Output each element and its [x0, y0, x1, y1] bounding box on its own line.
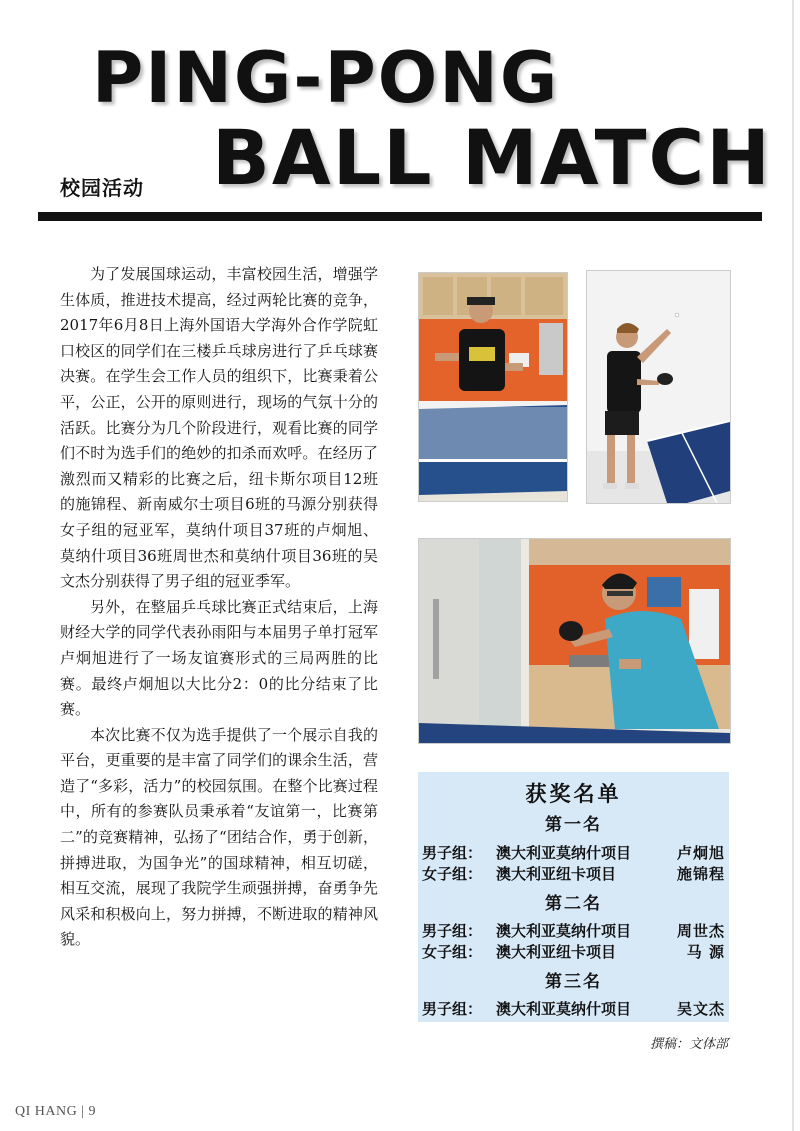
page-edge-line — [792, 0, 794, 1131]
author-credit: 撰稿：文体部 — [650, 1037, 729, 1052]
photo-player-black-shirt — [418, 272, 568, 502]
group-label: 女子组： — [422, 943, 483, 961]
second-place-label: 第二名 — [545, 894, 602, 914]
group-label: 男子组： — [422, 922, 483, 940]
first-place-label: 第一名 — [545, 815, 602, 835]
article-paragraph-1: 为了发展国球运动，丰富校园生活，增强学生体质，推进技术提高，经过两轮比赛的竞争，2017年6月8日上海外国语大学海外合作学院虹口校区的同学们在三楼乒乓球房进行了乒乓球赛决赛。在学生会工作人员的组织下，比赛秉着公平，公正，公开的原则进行，现场的气氛十分的活跃。比赛分为几个阶段进行，观看比赛的同学们不时为选手们的绝妙的扣杀而欢呼。在经历了激烈而又精彩的比赛之后，纽卡斯尔项目12班的施锦程、新南威尔士项目6班的马源分别获得女子组的冠亚军，莫纳什项目37班的卢炯旭、莫纳什项目36班周世杰和莫纳什项目36班的吴文杰分别获得了男子组的冠亚季军。 — [60, 265, 378, 591]
article-body — [60, 262, 378, 953]
headline-line-2: BALL MATCH — [212, 113, 772, 202]
group-label: 男子组： — [422, 1000, 483, 1018]
program-name: 澳大利亚莫纳什项目 — [496, 922, 632, 940]
program-name: 澳大利亚纽卡项目 — [496, 943, 617, 961]
winner-name: 马 源 — [686, 943, 725, 961]
first-place-male — [422, 842, 725, 863]
header-divider — [38, 212, 762, 221]
award-list-box — [418, 772, 729, 1022]
program-name: 澳大利亚纽卡项目 — [496, 865, 617, 883]
winner-name: 施锦程 — [676, 865, 725, 883]
headline-line-1: PING-PONG — [92, 37, 560, 119]
award-list-title: 获奖名单 — [525, 781, 622, 806]
second-place-male — [422, 920, 725, 941]
program-name: 澳大利亚莫纳什项目 — [496, 1000, 632, 1018]
winner-name: 周世杰 — [676, 922, 725, 940]
section-tag: 校园活动 — [60, 176, 144, 200]
program-name: 澳大利亚莫纳什项目 — [496, 844, 632, 862]
group-label: 女子组： — [422, 865, 483, 883]
third-place-male — [422, 998, 725, 1019]
third-place-label: 第三名 — [545, 972, 602, 992]
second-place-female — [422, 941, 725, 962]
photo-player-serving — [586, 270, 731, 504]
article-paragraph-2: 另外，在整届乒乓球比赛正式结束后，上海财经大学的同学代表孙雨阳与本届男子单打冠军卢炯旭进行了一场友谊赛形式的三局两胜的比赛。最终卢炯旭以大比分2：0的比分结束了比赛。 — [60, 597, 378, 719]
page-footer: QI HANG | 9 — [15, 1104, 97, 1119]
group-label: 男子组： — [422, 844, 483, 862]
winner-name: 吴文杰 — [676, 1000, 725, 1018]
winner-name: 卢炯旭 — [676, 844, 725, 862]
article-paragraph-3: 本次比赛不仅为选手提供了一个展示自我的平台，更重要的是丰富了同学们的课余生活，营造了“多彩，活力”的校园氛围。在整个比赛过程中，所有的参赛队员秉承着“友谊第一，比赛第二”的竞赛精神，弘扬了“团结合作，勇于创新，拼搏进取，为国争光”的国球精神，相互切磋，相互交流，展现了我院学生顽强拼搏，奋勇争先风采和积极向上，努力拼搏，不断进取的精神风貌。 — [60, 725, 378, 949]
photo-player-blue-shirt — [418, 538, 731, 744]
first-place-female — [422, 863, 725, 884]
